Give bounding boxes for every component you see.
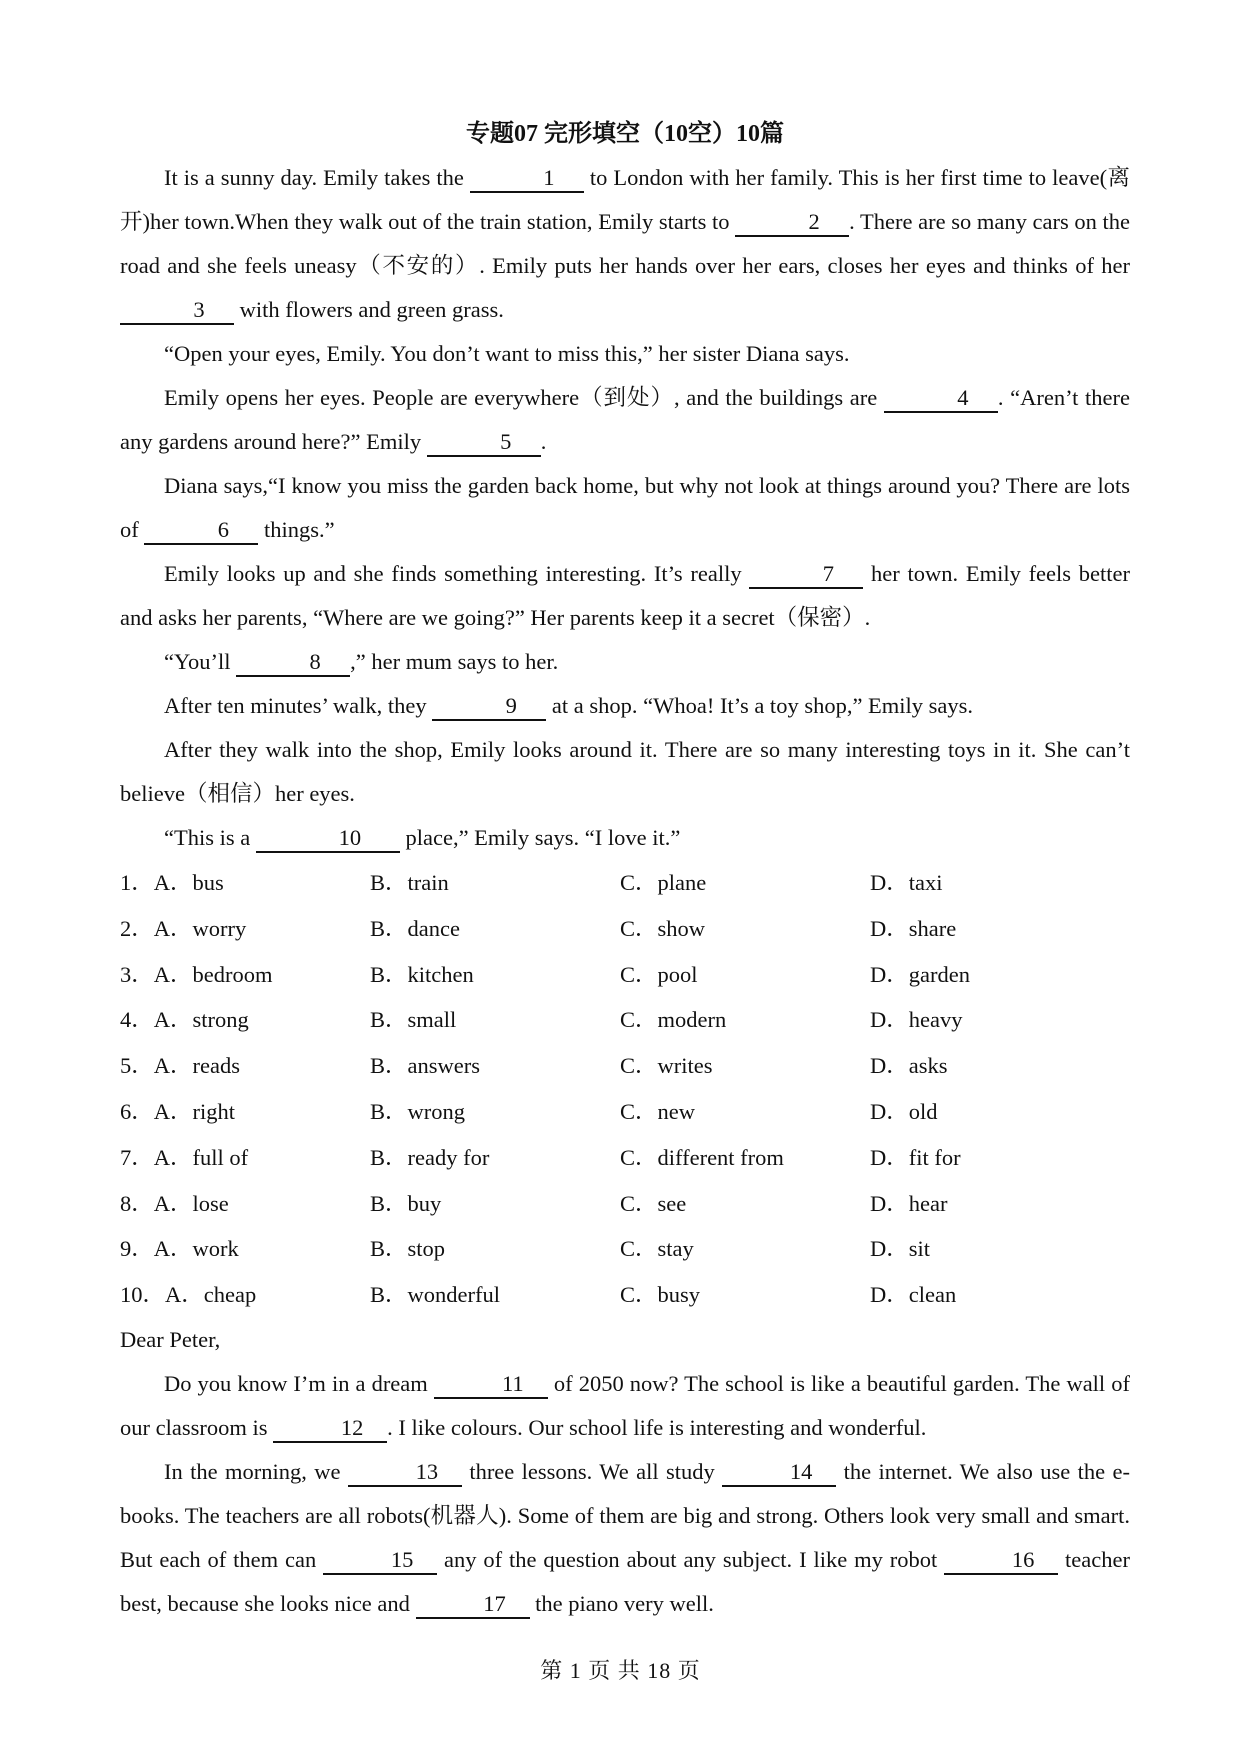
paragraph-text: After they walk into the shop, Emily looks around it. There are so many interesting toys in it. She can’t believe（相信）her eyes. [120,737,1130,806]
question-number: 7． [120,1144,154,1170]
option-a [120,1272,370,1318]
option-d [870,997,1120,1043]
option-b [370,1226,620,1272]
document-content [120,112,1130,1626]
option-c [620,1181,870,1227]
paragraph-text: . [540,429,547,454]
option-c [620,1043,870,1089]
option-text: C．show [620,915,706,941]
option-d [870,1272,1120,1318]
option-d [870,1089,1120,1135]
option-d [870,1226,1120,1272]
paragraph [120,156,1130,332]
paragraph-text: . I like colours. Our school life is interesting and wonderful. [387,1414,927,1440]
paragraph-text: to London with her family. This is her first time to leave(离开)her town.When they walk out of the train station, Emily starts to [120,165,1130,234]
paragraph-text: Emily opens her eyes. People are everywhere（到处）, and the buildings are [164,385,884,410]
option-text: B．answers [370,1053,480,1079]
option-text: B．stop [370,1236,446,1262]
blank-number: 8 [236,649,350,677]
option-d [870,952,1120,998]
blank-number: 9 [432,693,546,721]
option-text: B．small [370,1007,457,1033]
paragraph-text: with flowers and green grass. [234,297,504,322]
option-row [120,1043,1130,1089]
paragraph [120,1450,1130,1626]
paragraph-text: . There are so many cars on the road and she feels uneasy（不安的）. Emily puts her hands over her ears, closes her eyes and thinks of her [120,209,1130,278]
option-row [120,997,1130,1043]
paragraph-text: It is a sunny day. Emily takes the [164,165,470,190]
option-row [120,1089,1130,1135]
option-a [120,860,370,906]
option-text: D．old [870,1098,938,1124]
option-text: B．dance [370,915,460,941]
blank-number: 16 [944,1547,1058,1575]
blank-number: 6 [144,517,258,545]
blank-number: 14 [722,1459,836,1487]
option-text: A．worry [153,915,247,941]
option-text: C．plane [620,870,707,895]
option-b [370,1089,620,1135]
option-text: D．fit for [870,1144,961,1170]
option-row [120,860,1130,906]
option-text: B．wrong [370,1098,465,1124]
option-text: A．lose [153,1190,229,1216]
blank-number: 11 [434,1371,548,1399]
paragraph-text: things.” [258,517,335,542]
option-d [870,1135,1120,1181]
question-number: 10． [120,1282,166,1308]
option-d [870,860,1120,906]
question-number: 5． [120,1053,154,1079]
option-a [120,1226,370,1272]
blank-number: 5 [427,429,541,457]
page-footer: 第 1 页 共 18 页 [540,1658,701,1683]
option-b [370,1181,620,1227]
option-row [120,1135,1130,1181]
option-a [120,906,370,952]
blank-number: 1 [470,165,584,193]
option-text: C．see [620,1190,687,1216]
option-b [370,906,620,952]
option-a [120,1181,370,1227]
option-text: A．bedroom [153,961,273,987]
option-row [120,952,1130,998]
option-text: A．right [153,1098,236,1124]
paragraph-text: teacher best, because she looks nice and [120,1546,1130,1616]
option-b [370,997,620,1043]
question-number: 8． [120,1190,154,1216]
paragraph [120,552,1130,640]
option-b [370,952,620,998]
option-text: D．garden [870,961,970,987]
blank-number: 15 [323,1547,437,1575]
paragraph-text: . “Aren’t there any gardens around here?” Emily [120,385,1130,454]
paragraph [120,1362,1130,1450]
paragraph [120,640,1130,684]
option-text: D．sit [870,1236,931,1262]
option-a [120,1135,370,1181]
option-text: A．strong [153,1007,249,1033]
option-text: D．asks [870,1053,948,1079]
paragraph-text: Dear Peter, [120,1326,221,1352]
option-text: C．stay [620,1236,694,1262]
option-text: B．wonderful [370,1282,500,1308]
passage-1 [120,156,1130,860]
paragraph-text: the internet. We also use the e-books. The teachers are all robots(机器人). Some of them are big and strong. Others look very small and smart. But each of them can [120,1458,1130,1572]
question-number: 2． [120,915,154,941]
paragraph-text: After ten minutes’ walk, they [164,693,433,718]
option-b [370,1043,620,1089]
option-text: C．different from [620,1144,784,1170]
option-text: B．ready for [370,1144,490,1170]
paragraph-text: Diana says,“I know you miss the garden back home, but why not look at things around you? There are lots of [120,473,1130,542]
question-number: 4． [120,1007,154,1033]
option-text: D．clean [870,1282,957,1308]
option-c [620,997,870,1043]
paragraph-text: three lessons. We all study [461,1458,723,1484]
option-a [120,997,370,1043]
option-text: D．hear [870,1190,948,1216]
paragraph-text: her town. Emily feels better and asks her parents, “Where are we going?” Her parents keep it a secret（保密）. [120,561,1130,630]
option-b [370,1272,620,1318]
option-text: B．kitchen [370,961,474,987]
blank-number: 4 [884,385,998,413]
paragraph-text: ,” her mum says to her. [350,649,559,674]
blank-number: 7 [749,561,863,589]
paragraph-text: the piano very well. [529,1590,714,1616]
option-text: D．heavy [870,1007,963,1033]
option-text: A．full of [153,1144,249,1170]
option-row [120,1272,1130,1318]
option-d [870,1043,1120,1089]
paragraph-text: at a shop. “Whoa! It’s a toy shop,” Emily says. [546,693,974,718]
paragraph-text: place,” Emily says. “I love it.” [399,825,681,850]
option-text: A．bus [153,870,224,895]
question-number: 3． [120,961,154,987]
option-c [620,860,870,906]
option-row [120,906,1130,952]
paragraph-text: In the morning, we [164,1458,348,1484]
option-row [120,1226,1130,1272]
option-c [620,906,870,952]
option-d [870,906,1120,952]
blank-number: 3 [120,297,234,325]
paragraph-text: of 2050 now? The school is like a beautiful garden. The wall of our classroom is [120,1370,1130,1440]
blank-number: 10 [256,825,400,853]
question-number: 1． [120,870,154,895]
blank-number: 17 [416,1591,530,1619]
blank-number: 2 [735,209,849,237]
paragraph [120,684,1130,728]
passage-2 [120,1318,1130,1626]
question-number: 6． [120,1098,154,1124]
option-c [620,952,870,998]
option-c [620,1226,870,1272]
paragraph-text: any of the question about any subject. I like my robot [437,1546,945,1572]
option-text: B．train [370,870,449,895]
paragraph-text: Do you know I’m in a dream [164,1370,434,1396]
paragraph [120,332,1130,376]
option-text: C．modern [620,1007,727,1033]
option-c [620,1135,870,1181]
option-a [120,1043,370,1089]
option-text: B．buy [370,1190,442,1216]
option-d [870,1181,1120,1227]
option-a [120,1089,370,1135]
option-a [120,952,370,998]
paragraph-text: “Open your eyes, Emily. You don’t want to miss this,” her sister Diana says. [164,341,850,366]
option-text: D．share [870,915,957,941]
paragraph [120,816,1130,860]
paragraph [120,728,1130,816]
question-number: 9． [120,1236,154,1262]
paragraph [120,1318,1130,1362]
paragraph-text: “This is a [164,825,256,850]
option-c [620,1272,870,1318]
option-c [620,1089,870,1135]
paragraph-text: Emily looks up and she finds something interesting. It’s really [164,561,750,586]
blank-number: 13 [348,1459,462,1487]
option-b [370,1135,620,1181]
option-text: D．taxi [870,870,943,895]
paragraph [120,464,1130,552]
option-row [120,1181,1130,1227]
paragraph-text: “You’ll [164,649,237,674]
blank-number: 12 [273,1415,387,1443]
option-text: A．work [153,1236,239,1262]
page-title: 专题07 完形填空（10空）10篇 [466,121,784,147]
option-text: C．writes [620,1053,713,1079]
paragraph [120,376,1130,464]
option-b [370,860,620,906]
options-list [120,860,1130,1318]
option-text: C．busy [620,1282,701,1308]
option-text: C．new [620,1098,695,1124]
option-text: C．pool [620,961,698,987]
option-text: A．cheap [165,1282,257,1308]
option-text: A．reads [153,1053,240,1079]
